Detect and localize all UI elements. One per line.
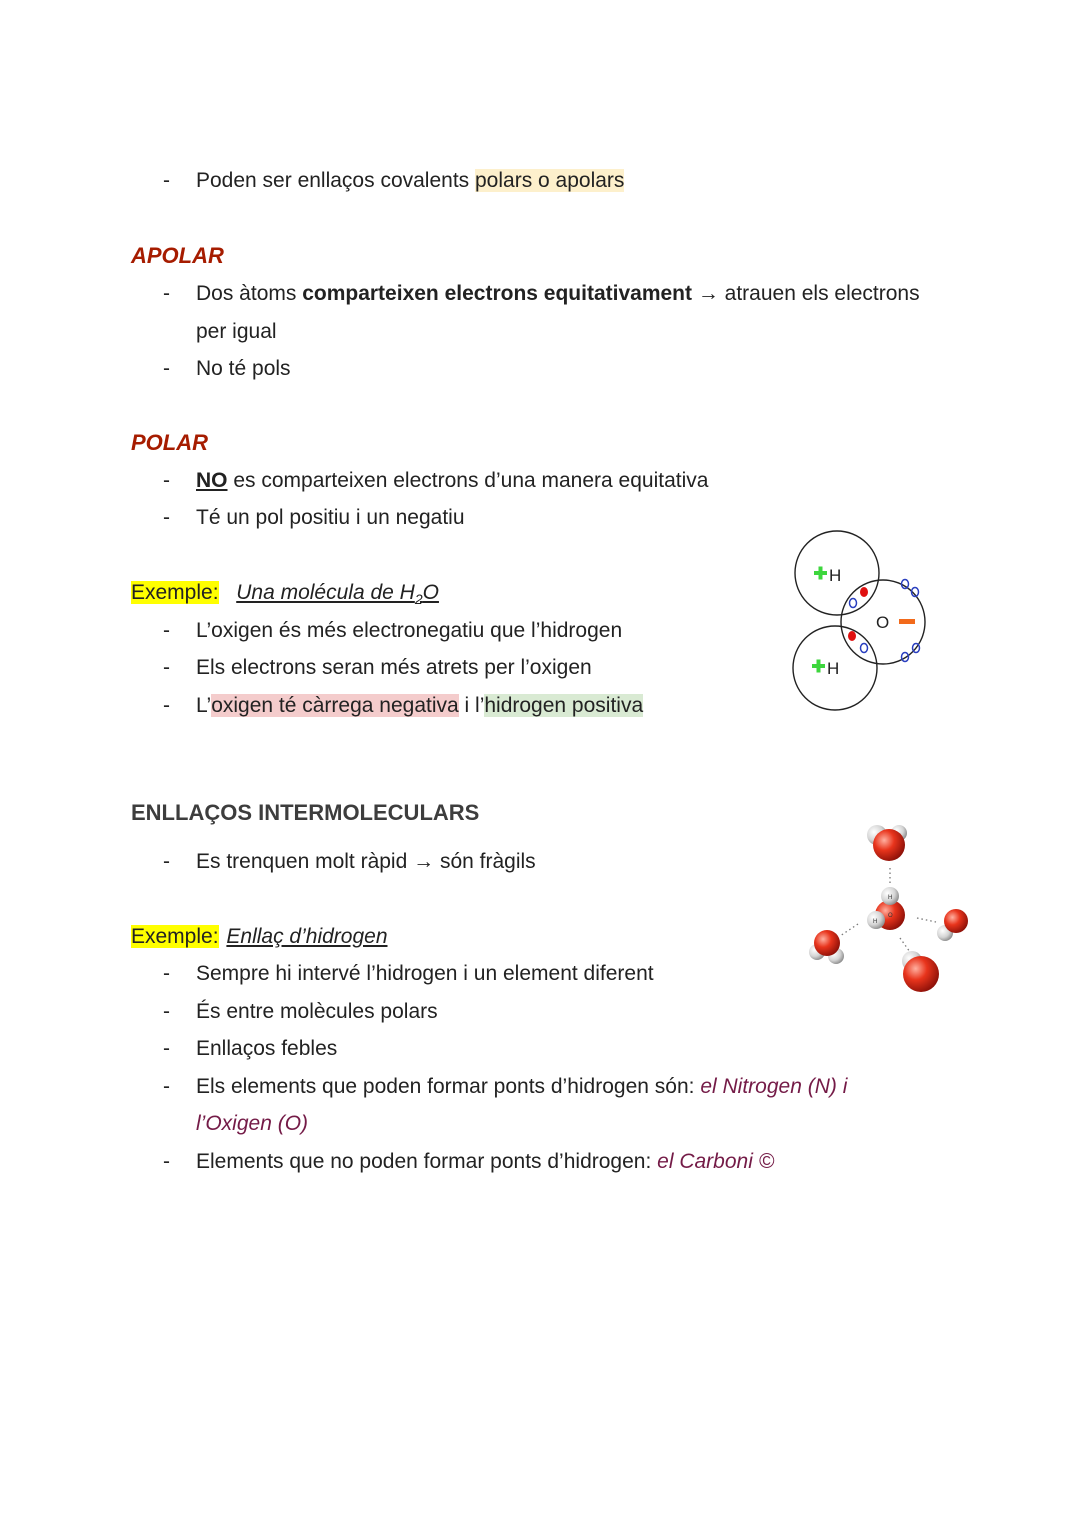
example2-line (131, 923, 388, 951)
plus-icon (814, 567, 827, 580)
hydrogen-bond-molecules (800, 818, 975, 998)
highlight-hydrogen-positive: hidrogen positiva (484, 694, 644, 717)
bullet-dash: - (163, 282, 170, 305)
bullet-text (196, 467, 708, 495)
bold-no: NO (196, 469, 228, 492)
text-part: es comparteixen electrons d’una manera equitativa (227, 469, 709, 492)
text-part: L’ (196, 694, 212, 717)
water-molecule-bottom (902, 951, 939, 992)
text-part: → atrauen els electrons (692, 282, 920, 305)
water-molecule-center (867, 887, 905, 930)
molecule-o-label: O (888, 913, 893, 919)
bullet-dash: - (163, 1075, 170, 1098)
text-part: Dos àtoms (196, 282, 303, 305)
bullet-text: per igual (196, 320, 277, 343)
title-part: O (422, 581, 439, 604)
molecule-h-label: H (888, 895, 893, 901)
bullet-dash: - (163, 962, 170, 985)
h-label-bottom: H (827, 659, 840, 678)
example-title: Enllaç d’hidrogen (226, 925, 388, 948)
purple-text: el Nitrogen (N) i (700, 1075, 848, 1098)
highlight-oxygen-negative: oxigen té càrrega negativa (211, 694, 459, 717)
own-electron (861, 644, 868, 653)
bullet-dash: - (163, 1150, 170, 1173)
bullet-text: Té un pol positiu i un negatiu (196, 506, 465, 529)
own-electron (902, 580, 909, 589)
intermolecular-heading: ENLLAÇOS INTERMOLECULARS (131, 800, 480, 825)
water-covalent-diagram (785, 525, 935, 720)
bold-text: comparteixen electrons equitativament (302, 282, 692, 305)
bullet-dash: - (163, 694, 170, 717)
shared-electron (860, 587, 868, 597)
bullet-text: L’oxigen és més electronegatiu que l’hidrogen (196, 619, 623, 642)
water-molecule-top (867, 825, 907, 861)
minus-icon (899, 619, 915, 624)
bullet-dash: - (163, 469, 170, 492)
o-label: O (876, 613, 890, 632)
own-electron (850, 599, 857, 608)
plus-icon (812, 660, 825, 673)
purple-text: l’Oxigen (O) (196, 1112, 309, 1135)
bullet-text: Es trenquen molt ràpid → són fràgils (196, 850, 536, 873)
bullet-text (196, 280, 920, 308)
example-label: Exemple: (131, 925, 219, 948)
bullet-text (196, 692, 643, 720)
example1-line (131, 579, 439, 613)
bullet-dash: - (163, 506, 170, 529)
bullet-text: Enllaços febles (196, 1037, 338, 1060)
bullet-dash: - (163, 850, 170, 873)
molecule-h-label: H (873, 919, 878, 925)
title-part: Una molécula de H (236, 581, 415, 604)
water-molecule-right (937, 909, 968, 941)
example-title (236, 581, 439, 608)
bullet-dash: - (163, 1000, 170, 1023)
bullet-dash: - (163, 357, 170, 380)
bullet-text: Sempre hi intervé l’hidrogen i un element diferent (196, 962, 654, 985)
bullet-dash: - (163, 1037, 170, 1060)
text-part: Els elements que poden formar ponts d’hidrogen són: (196, 1075, 701, 1098)
bullet-text: No té pols (196, 357, 291, 380)
example-label: Exemple: (131, 581, 219, 604)
h-label-top: H (829, 566, 842, 585)
apolar-heading: APOLAR (131, 243, 224, 268)
bullet-text-prefix: Poden ser enllaços covalents (196, 169, 475, 192)
title-subscript: 2 (414, 591, 423, 608)
text-part: i l’ (458, 694, 485, 717)
bullet-text (196, 1073, 847, 1101)
bullet-text: Els electrons seran més atrets per l’oxigen (196, 656, 592, 679)
bullet-dash: - (163, 656, 170, 679)
polar-heading: POLAR (131, 430, 208, 455)
bullet-text (196, 1148, 774, 1176)
bullet-text (196, 167, 624, 195)
purple-text: el Carboni © (657, 1150, 775, 1173)
text-part: Elements que no poden formar ponts d’hidrogen: (196, 1150, 658, 1173)
shared-electron (848, 631, 856, 641)
bullet-dash: - (163, 619, 170, 642)
water-molecule-left (809, 930, 844, 964)
bullet-dash: - (163, 169, 170, 192)
bullet-text: És entre molècules polars (196, 1000, 438, 1023)
highlight-polars: polars o apolars (475, 169, 625, 192)
